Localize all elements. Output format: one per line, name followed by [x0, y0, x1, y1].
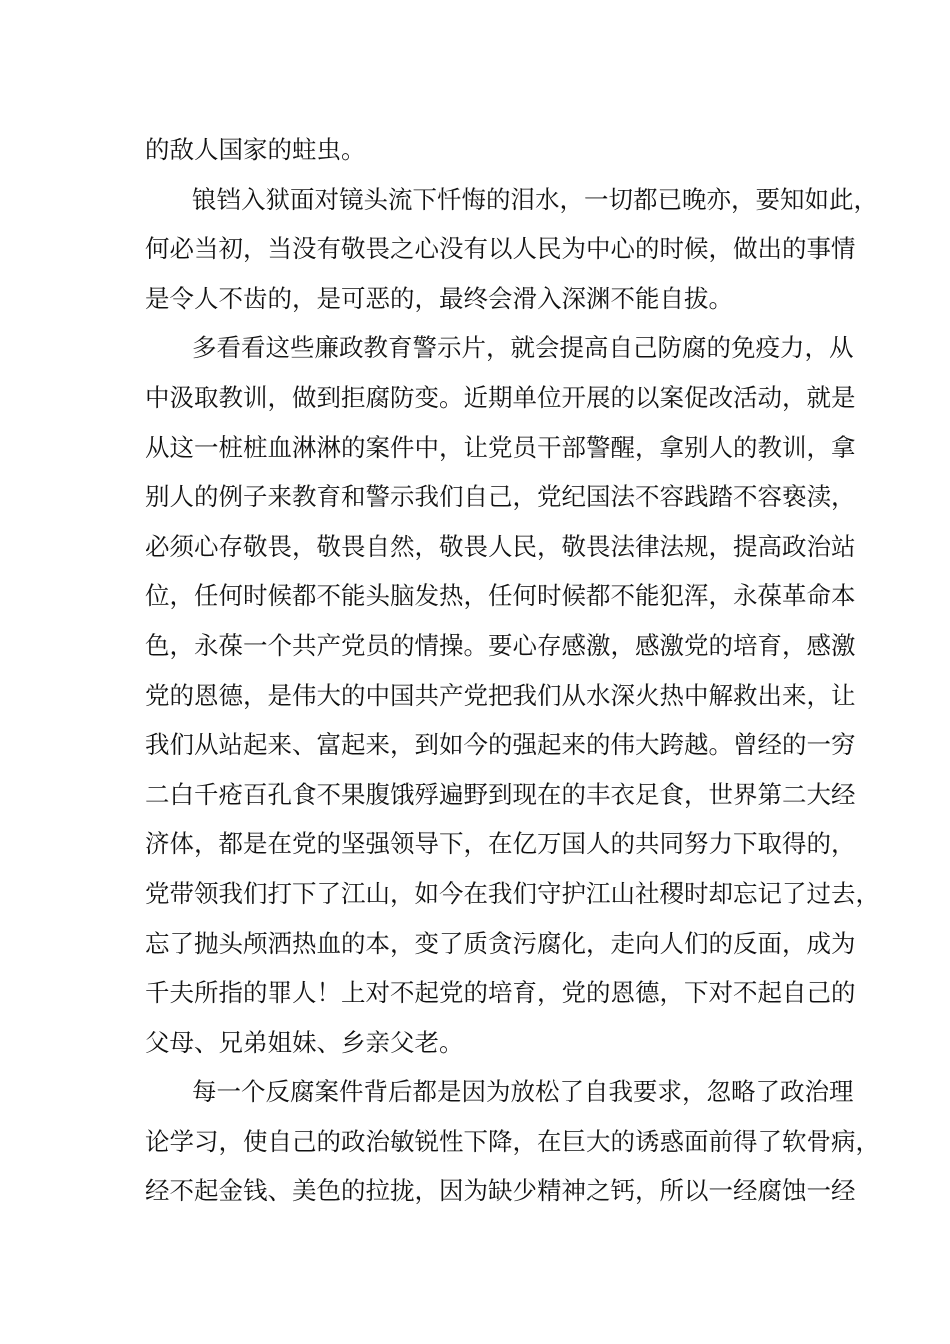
text-line: 父母、兄弟姐妹、乡亲父老。 [145, 1027, 464, 1057]
text-line: 别人的例子来教育和警示我们自己，党纪国法不容践踏不容亵渎， [145, 482, 856, 512]
text-line: 必须心存敬畏，敬畏自然，敬畏人民，敬畏法律法规，提高政治站 [145, 531, 856, 561]
text-line: 我们从站起来、富起来，到如今的强起来的伟大跨越。曾经的一穷 [145, 730, 856, 760]
text-line: 位，任何时候都不能头脑发热，任何时候都不能犯浑，永葆革命本 [145, 581, 856, 611]
text-line: 经不起金钱、美色的拉拢，因为缺少精神之钙，所以一经腐蚀一经 [145, 1176, 856, 1206]
text-line: 何必当初，当没有敬畏之心没有以人民为中心的时候，做出的事情 [145, 234, 856, 264]
text-line: 论学习，使自己的政治敏锐性下降，在巨大的诱惑面前得了软骨病， [145, 1126, 880, 1156]
text-line: 党带领我们打下了江山，如今在我们守护江山社稷时却忘记了过去， [145, 878, 880, 908]
text-line: 的敌人国家的蛀虫。 [145, 135, 366, 164]
text-line: 多看看这些廉政教育警示片，就会提高自己防腐的免疫力，从 [192, 333, 854, 363]
text-line: 色，永葆一个共产党员的情操。要心存感激，感激党的培育，感激 [145, 630, 856, 660]
text-line: 济体，都是在党的坚强领导下，在亿万国人的共同努力下取得的， [145, 829, 856, 859]
text-line: 是令人不齿的，是可恶的，最终会滑入深渊不能自拔。 [145, 283, 733, 313]
text-line: 千夫所指的罪人！上对不起党的培育，党的恩德，下对不起自己的 [145, 978, 856, 1008]
text-line: 中汲取教训，做到拒腐防变。近期单位开展的以案促改活动，就是 [145, 382, 856, 412]
text-line: 锒铛入狱面对镜头流下忏悔的泪水，一切都已晚亦，要知如此， [192, 184, 878, 214]
text-line: 忘了抛头颅洒热血的本，变了质贪污腐化，走向人们的反面，成为 [145, 928, 856, 958]
text-line: 从这一桩桩血淋淋的案件中，让党员干部警醒，拿别人的教训，拿 [145, 432, 856, 462]
text-line: 二白千疮百孔食不果腹饿殍遍野到现在的丰衣足食，世界第二大经 [145, 779, 856, 809]
text-line: 每一个反腐案件背后都是因为放松了自我要求，忽略了政治理 [192, 1077, 854, 1107]
document-body [145, 125, 880, 1216]
text-line: 党的恩德，是伟大的中国共产党把我们从水深火热中解救出来，让 [145, 680, 856, 710]
